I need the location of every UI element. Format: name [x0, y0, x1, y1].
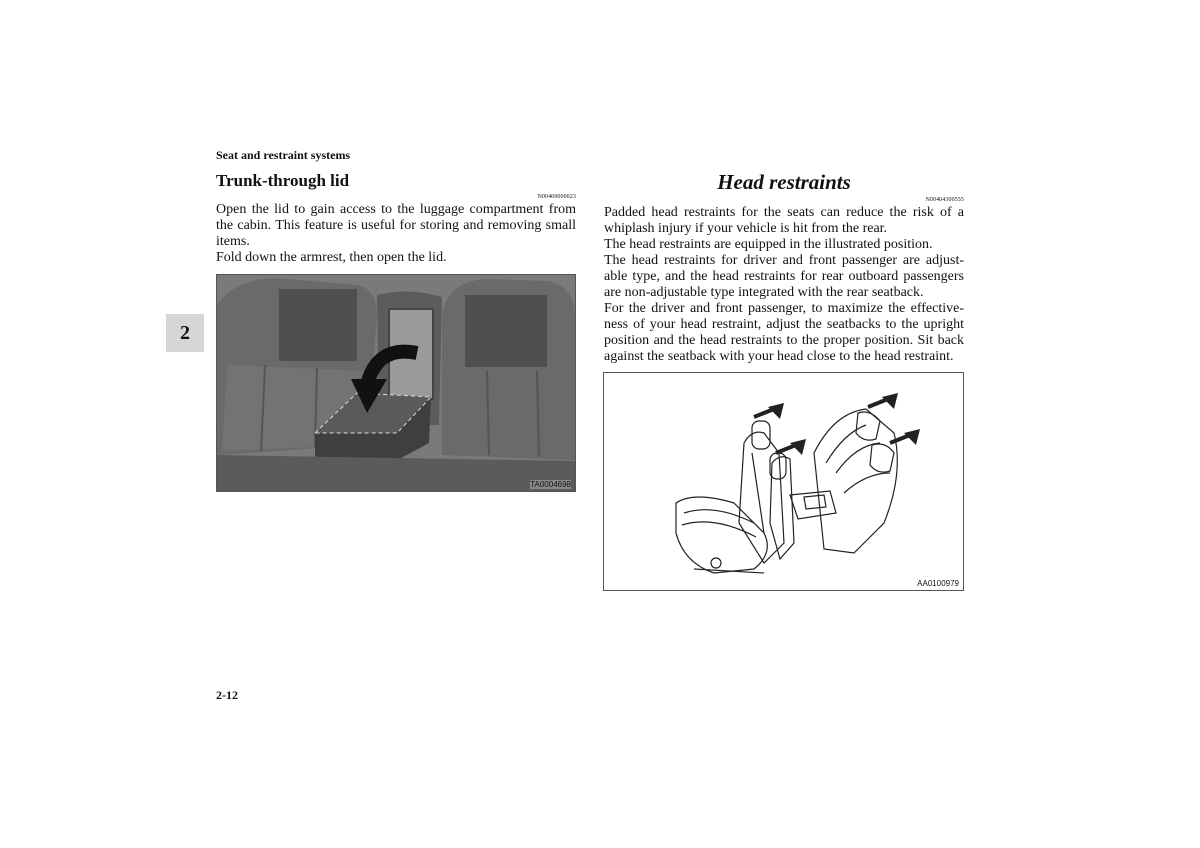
- paragraph: Fold down the armrest, then open the lid.: [216, 250, 447, 265]
- paragraph: Padded head restraints for the seats can reduce the risk of a whiplash injury if your vehicle is hit from the rear.: [604, 205, 964, 236]
- reference-code: N00469000023: [537, 194, 576, 200]
- paragraph: Open the lid to gain access to the luggage compartment from the cabin. This feature is useful for storing and removing small items.: [216, 202, 576, 249]
- figure-code: AA0100979: [917, 579, 959, 588]
- paragraph: For the driver and front passenger, to maximize the effective-ness of your head restraint, adjust the seatbacks to the upright position and the head restraints to the proper position. Sit back against the seatback with your head close to the head restraint.: [604, 301, 964, 364]
- paragraph: The head restraints for driver and front passenger are adjust-able type, and the head restraints for rear outboard passengers are non-adjustable type integrated with the rear seatback.: [604, 253, 964, 300]
- page-number: 2-12: [216, 688, 238, 702]
- right-body-text: [604, 205, 964, 365]
- figure-code: TA0004698: [530, 480, 571, 489]
- armrest-illustration: [217, 275, 575, 491]
- left-body-text: [216, 202, 576, 266]
- section-title-head-restraints: Head restraints: [717, 170, 851, 194]
- seats-illustration: [604, 373, 963, 590]
- figure-head-restraints-diagram: [603, 372, 964, 591]
- chapter-tab: [166, 314, 204, 352]
- section-title-trunk-through-lid: Trunk-through lid: [216, 171, 350, 190]
- paragraph: The head restraints are equipped in the illustrated position.: [604, 237, 933, 252]
- figure-armrest-photo: [216, 274, 576, 492]
- reference-code: N00404300555: [925, 197, 964, 203]
- section-header: Seat and restraint systems: [216, 148, 351, 162]
- chapter-number: 2: [180, 321, 190, 344]
